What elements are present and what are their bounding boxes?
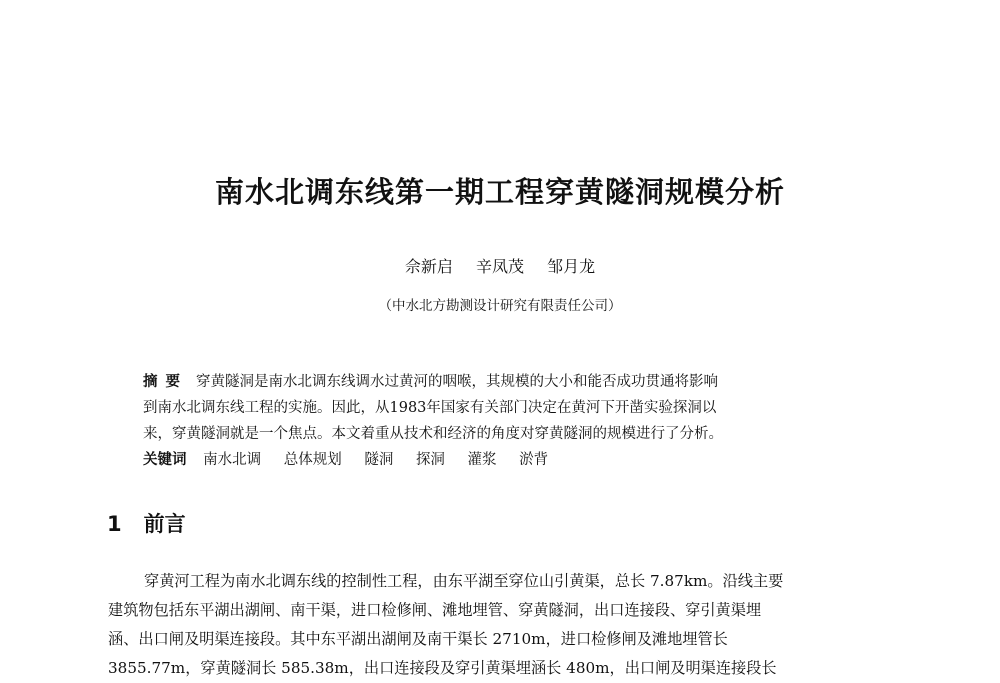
body-line: 建筑物包括东平湖出湖闸、南干渠，进口检修闸、滩地埋管、穿黄隧洞，出口连接段、穿引黄渠埋 xyxy=(108,601,762,619)
author-name: 辛凤茂 xyxy=(475,257,524,276)
keyword: 灌浆 xyxy=(467,452,497,468)
abstract-label: 摘要 xyxy=(143,374,188,390)
body-line: 涵、出口闸及明渠连接段。其中东平湖出湖闸及南干渠长 2710m，进口检修闸及滩地埋管长 xyxy=(108,630,728,648)
keyword: 总体规划 xyxy=(283,452,342,468)
body-line: 穿黄河工程为南水北调东线的控制性工程，由东平湖至穿位山引黄渠，总长 7.87km。沿线主要 xyxy=(144,572,784,590)
paper-title: 南水北调东线第一期工程穿黄隧洞规模分析 xyxy=(214,175,785,209)
keyword: 淤背 xyxy=(519,452,549,468)
author-name: 佘新启 xyxy=(404,257,453,276)
abstract xyxy=(143,369,861,447)
keyword: 探洞 xyxy=(415,452,445,468)
keyword: 隧洞 xyxy=(364,452,394,468)
abstract-line: 到南水北调东线工程的实施。因此，从1983年国家有关部门决定在黄河下开凿实验探洞以 xyxy=(143,400,717,416)
abstract-line xyxy=(143,369,861,395)
keywords-label: 关键词 xyxy=(143,452,187,468)
abstract-text: 穿黄隧洞是南水北调东线调水过黄河的咽喉，其规模的大小和能否成功贯通将影响 xyxy=(196,374,718,390)
body-line: 3855.77m，穿黄隧洞长 585.38m，出口连接段及穿引黄渠埋涵长 480m，出口闸及明渠连接段长 xyxy=(108,659,777,677)
body-paragraph xyxy=(108,567,888,683)
section-number: 1 xyxy=(107,512,122,536)
author-list xyxy=(0,256,1000,278)
keywords xyxy=(143,447,566,473)
author-name: 邹月龙 xyxy=(547,257,596,276)
section-heading xyxy=(107,509,186,539)
abstract-line: 来，穿黄隧洞就是一个焦点。本文着重从技术和经济的角度对穿黄隧洞的规模进行了分析。 xyxy=(143,426,723,442)
author-affiliation: （中水北方勘测设计研究有限责任公司） xyxy=(378,298,622,314)
section-title: 前言 xyxy=(143,512,186,536)
keyword: 南水北调 xyxy=(203,452,262,468)
